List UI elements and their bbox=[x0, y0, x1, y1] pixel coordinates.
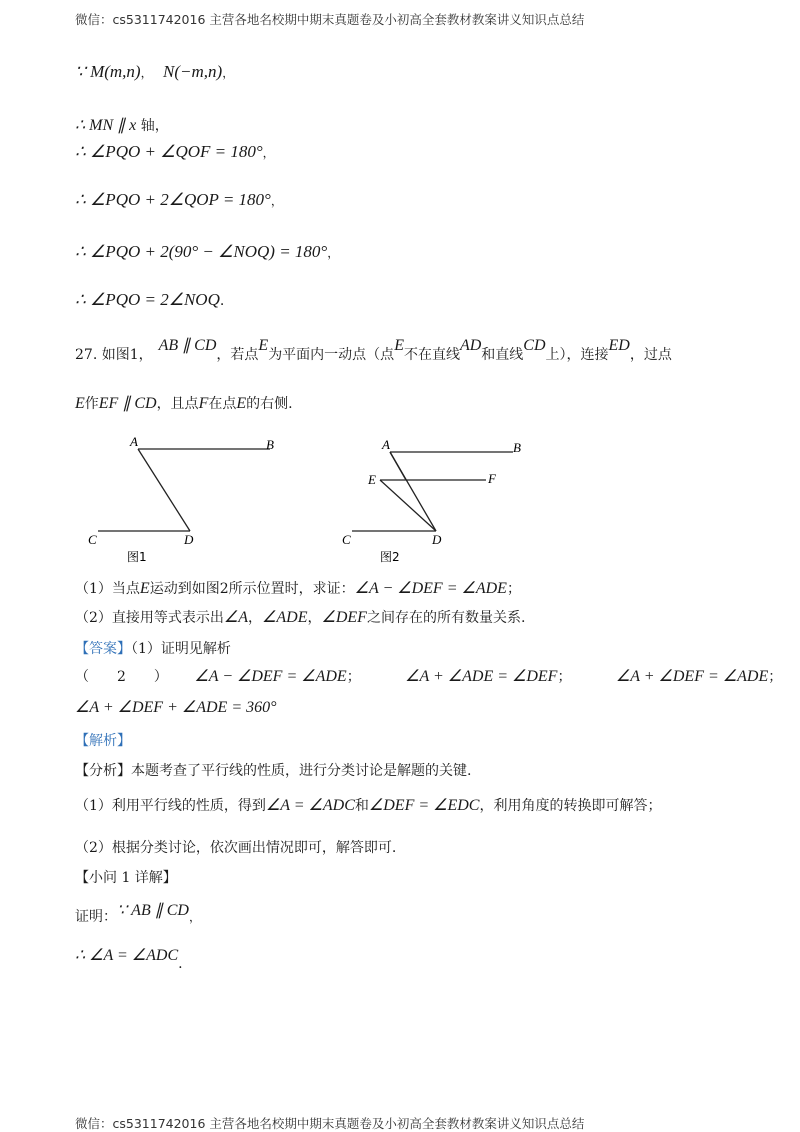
proof-line-4: ∴ ∠PQO + 2∠QOP = 180°， bbox=[75, 190, 283, 209]
label-b: B bbox=[266, 437, 274, 452]
label-d: D bbox=[184, 532, 194, 547]
answer-line-1: 【答案】（1）证明见解析 bbox=[75, 641, 231, 657]
answer-tag: 【答案】 bbox=[75, 641, 131, 657]
label-a: A bbox=[382, 437, 390, 452]
proof-line-6: ∴ ∠PQO = 2∠NOQ. bbox=[75, 290, 225, 309]
figure-1 bbox=[80, 432, 300, 567]
question-1: （1）当点E运动到如图2所示位置时，求证：∠A − ∠DEF = ∠ADE； bbox=[75, 580, 521, 597]
proof-conclusion: ∴ ∠A = ∠ADC. bbox=[75, 947, 183, 972]
answer-line-2: （ 2 ） ∠A − ∠DEF = ∠ADE； ∠A + ∠ADE = ∠DEF； ∠A + ∠DEF = ∠ADE； bbox=[75, 668, 783, 685]
figure-2 bbox=[338, 432, 538, 567]
proof-start: 证明：∵ AB ∥ CD， bbox=[75, 902, 201, 925]
label-b: B bbox=[513, 440, 521, 455]
segment-ed bbox=[380, 480, 436, 531]
proof-line-5: ∴ ∠PQO + 2(90° − ∠NOQ) = 180°， bbox=[75, 242, 340, 261]
analysis-tag: 【解析】 bbox=[75, 733, 131, 749]
sub-question-heading: 【小问 1 详解】 bbox=[75, 870, 177, 886]
figure-1-caption: 图1 bbox=[127, 550, 147, 564]
analysis-fenxi: 【分析】本题考查了平行线的性质，进行分类讨论是解题的关键. bbox=[75, 763, 472, 779]
analysis-point-2: （2）根据分类讨论，依次画出情况即可，解答即可. bbox=[75, 840, 397, 856]
proof-line-1: ∵ M(m,n)， N(−m,n)， bbox=[75, 62, 235, 81]
proof-line-3: ∴ ∠PQO + ∠QOF = 180°， bbox=[75, 142, 275, 161]
label-f: F bbox=[488, 471, 496, 486]
label-e: E bbox=[368, 472, 376, 487]
question-2: （2）直接用等式表示出∠A，∠ADE，∠DEF之间存在的所有数量关系. bbox=[75, 609, 526, 626]
analysis-point-1: （1）利用平行线的性质，得到∠A = ∠ADC和∠DEF = ∠EDC，利用角度的转换即可解答； bbox=[75, 797, 662, 814]
label-c: C bbox=[342, 532, 351, 547]
segment-ad bbox=[138, 449, 190, 531]
proof-line-2: ∴ MN ∥ x 轴， bbox=[75, 117, 169, 134]
page-footer: 微信：cs5311742016 主营各地名校期中期末真题卷及小初高全套教材教案讲义知识点总结 bbox=[75, 1116, 585, 1131]
label-a: A bbox=[130, 434, 138, 449]
figure-2-caption: 图2 bbox=[380, 550, 400, 564]
answer-line-3: ∠A + ∠DEF + ∠ADE = 360° bbox=[75, 699, 277, 716]
segment-ad-branch bbox=[390, 452, 406, 480]
problem-statement-line-2: E作EF ∥ CD，且点F在点E的右侧. bbox=[75, 395, 293, 412]
problem-statement-line-1: 27. 如图1，AB ∥ CD，若点E为平面内一动点（点E不在直线AD和直线CD上），连接ED，过点 bbox=[75, 337, 672, 363]
page-header: 微信：cs5311742016 主营各地名校期中期末真题卷及小初高全套教材教案讲义知识点总结 bbox=[75, 12, 585, 27]
label-d: D bbox=[432, 532, 442, 547]
label-c: C bbox=[88, 532, 97, 547]
